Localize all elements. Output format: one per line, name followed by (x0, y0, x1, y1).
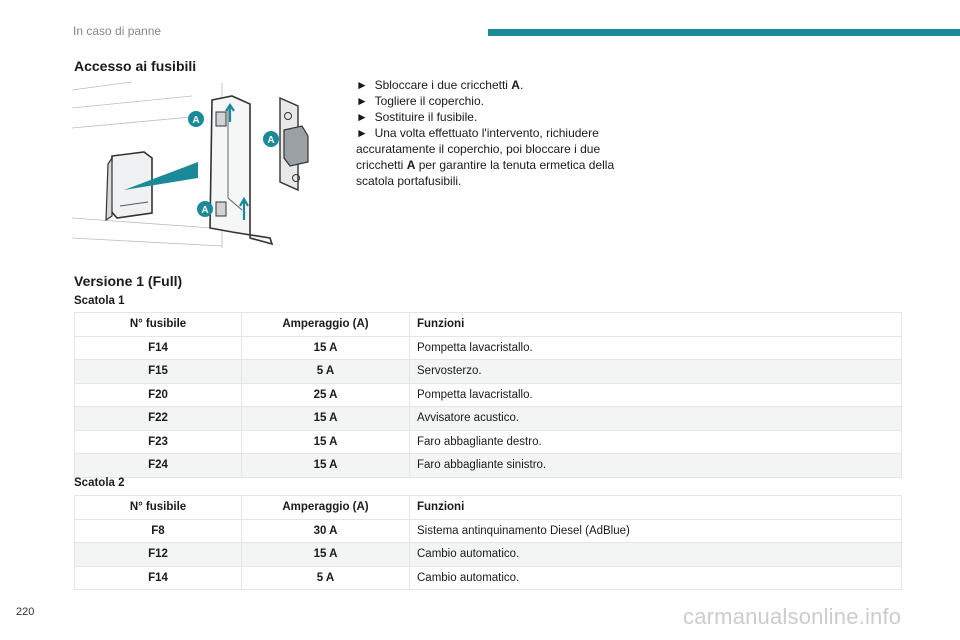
callout-a-top (188, 111, 204, 127)
fuse-id: F24 (75, 454, 242, 478)
fuse-table-box-1 (74, 312, 902, 478)
fuse-function: Pompetta lavacristallo. (410, 383, 902, 407)
instruction-step-1: ► Sbloccare i due cricchetti A. (356, 78, 524, 92)
header-accent-bar (488, 29, 960, 36)
running-header: In caso di panne (73, 24, 162, 38)
fuse-function: Cambio automatico. (410, 543, 902, 567)
fuse-table-box-2 (74, 495, 902, 590)
fuse-box-illustration (72, 78, 330, 250)
callout-a-bottom (197, 201, 213, 217)
fuse-id: F14 (75, 336, 242, 360)
svg-text:A: A (267, 135, 275, 146)
table-header-row (75, 313, 902, 337)
fuse-amperage: 15 A (242, 454, 410, 478)
fuse-id: F23 (75, 430, 242, 454)
column-header-amperage: Amperaggio (A) (242, 313, 410, 337)
fuse-amperage: 5 A (242, 360, 410, 384)
fuse-id: F14 (75, 566, 242, 590)
instruction-list (356, 77, 636, 189)
fuse-amperage: 25 A (242, 383, 410, 407)
instruction-step-3: ► Sostituire il fusibile. (356, 110, 478, 124)
fuse-function: Servosterzo. (410, 360, 902, 384)
table-row (75, 430, 902, 454)
fuse-amperage: 15 A (242, 407, 410, 431)
table-row (75, 454, 902, 478)
table-header-row (75, 496, 902, 520)
table-row (75, 519, 902, 543)
fuse-function: Avvisatore acustico. (410, 407, 902, 431)
fuse-amperage: 5 A (242, 566, 410, 590)
box-2-label: Scatola 2 (74, 477, 125, 489)
table-row (75, 383, 902, 407)
table-row (75, 566, 902, 590)
fuse-function: Cambio automatico. (410, 566, 902, 590)
svg-text:A: A (192, 115, 200, 126)
column-header-functions: Funzioni (410, 313, 902, 337)
column-header-amperage: Amperaggio (A) (242, 496, 410, 520)
fuse-function: Faro abbagliante destro. (410, 430, 902, 454)
table-row (75, 360, 902, 384)
fuse-function: Faro abbagliante sinistro. (410, 454, 902, 478)
table-row (75, 407, 902, 431)
table-row (75, 336, 902, 360)
column-header-functions: Funzioni (410, 496, 902, 520)
callout-a-right (263, 131, 279, 147)
cover-detail (210, 96, 275, 244)
page-number: 220 (16, 606, 35, 618)
instruction-step-2: ► Togliere il coperchio. (356, 94, 484, 108)
box-1-label: Scatola 1 (74, 295, 125, 307)
fuse-id: F8 (75, 519, 242, 543)
svg-text:A: A (201, 205, 209, 216)
fuse-function: Sistema antinquinamento Diesel (AdBlue) (410, 519, 902, 543)
fuse-amperage: 15 A (242, 543, 410, 567)
fuse-id: F20 (75, 383, 242, 407)
fuse-amperage: 15 A (242, 336, 410, 360)
fuse-amperage: 30 A (242, 519, 410, 543)
column-header-fuse: N° fusibile (75, 496, 242, 520)
fuse-id: F12 (75, 543, 242, 567)
fuse-function: Pompetta lavacristallo. (410, 336, 902, 360)
column-header-fuse: N° fusibile (75, 313, 242, 337)
fuse-id: F22 (75, 407, 242, 431)
fuse-id: F15 (75, 360, 242, 384)
watermark: carmanualsonline.info (683, 604, 902, 629)
fuse-amperage: 15 A (242, 430, 410, 454)
instruction-step-4: ► Una volta effettuato l'intervento, richiudere accuratamente il coperchio, poi bloccare i due cricchetti A per garantire la tenuta ermetica della scatola portafusibili. (356, 126, 615, 188)
table-row (75, 543, 902, 567)
latch-detail (280, 98, 308, 190)
section-title: Accesso ai fusibili (74, 58, 197, 74)
version-title: Versione 1 (Full) (74, 273, 183, 289)
